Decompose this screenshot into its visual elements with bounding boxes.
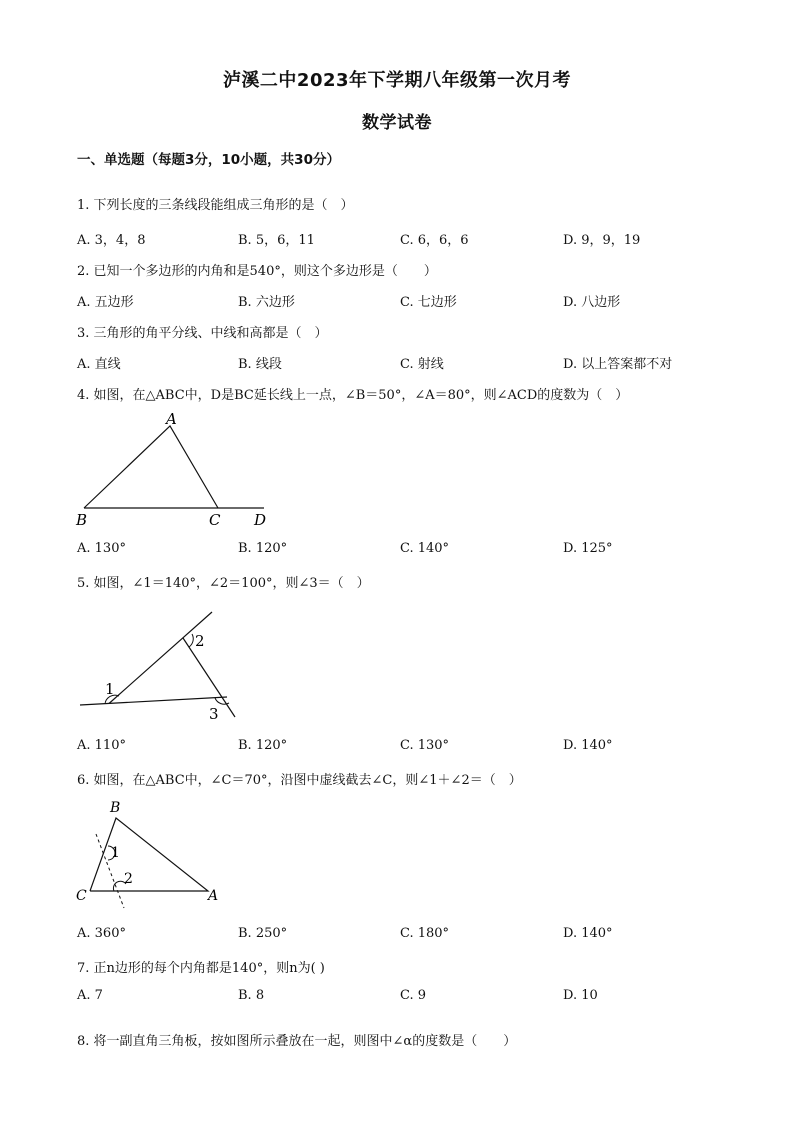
question-7-option-b[interactable]: B. 8 <box>238 988 265 1003</box>
fig6-label-a: A <box>208 888 219 904</box>
fig6-label-1: 1 <box>111 845 120 861</box>
question-6-option-d[interactable]: D. 140° <box>563 926 613 941</box>
question-4-option-b[interactable]: B. 120° <box>238 541 288 556</box>
question-5-option-b[interactable]: B. 120° <box>238 738 288 753</box>
question-2-options <box>0 291 794 309</box>
question-6-option-b[interactable]: B. 250° <box>238 926 288 941</box>
question-6-option-a[interactable]: A. 360° <box>77 926 126 941</box>
question-3-option-c[interactable]: C. 射线 <box>400 357 444 372</box>
question-5-option-c[interactable]: C. 130° <box>400 738 450 753</box>
question-6-option-c[interactable]: C. 180° <box>400 926 450 941</box>
question-4-option-c[interactable]: C. 140° <box>400 541 450 556</box>
fig5-label-1: 1 <box>105 680 115 698</box>
question-3-option-a[interactable]: A. 直线 <box>77 357 121 372</box>
question-6-options <box>0 926 794 944</box>
fig6-label-b: B <box>110 800 121 816</box>
exam-title: 泸溪二中2023年下学期八年级第一次月考 <box>222 70 572 91</box>
question-8-stem: 8. 将一副直角三角板，按如图所示叠放在一起，则图中∠α的度数是（ ） <box>77 1034 517 1049</box>
question-4-stem: 4. 如图，在△ABC中，D是BC延长线上一点，∠B＝50°，∠A＝80°，则∠ACD的度数为（ ） <box>77 388 629 403</box>
exam-subtitle: 数学试卷 <box>362 113 432 133</box>
figure-q4-triangle <box>70 408 280 530</box>
question-2-option-b[interactable]: B. 六边形 <box>238 295 295 310</box>
question-7-stem: 7. 正n边形的每个内角都是140°，则n为( ) <box>77 961 325 976</box>
section-heading: 一、单选题（每题3分，10小题，共30分） <box>77 152 340 168</box>
question-1-stem: 1. 下列长度的三条线段能组成三角形的是（ ） <box>77 198 354 213</box>
fig4-label-b: B <box>76 511 88 529</box>
question-2-option-a[interactable]: A. 五边形 <box>77 295 134 310</box>
question-7-option-c[interactable]: C. 9 <box>400 988 427 1003</box>
question-1-option-d[interactable]: D. 9，9，19 <box>563 233 641 248</box>
question-3-option-d[interactable]: D. 以上答案都不对 <box>563 357 673 372</box>
fig5-label-3: 3 <box>209 705 219 723</box>
question-1-option-b[interactable]: B. 5，6，11 <box>238 233 315 248</box>
question-5-options <box>0 738 794 756</box>
question-1-option-a[interactable]: A. 3，4，8 <box>77 233 146 248</box>
question-4-option-d[interactable]: D. 125° <box>563 541 613 556</box>
question-1-options <box>0 229 794 247</box>
question-4-options <box>0 541 794 559</box>
question-6-stem: 6. 如图，在△ABC中，∠C＝70°，沿图中虚线截去∠C，则∠1＋∠2＝（ ） <box>77 773 522 788</box>
question-5-stem: 5. 如图，∠1＝140°，∠2＝100°，则∠3＝（ ） <box>77 576 370 591</box>
fig4-label-d: D <box>254 511 267 529</box>
fig6-label-2: 2 <box>124 871 133 887</box>
question-5-option-d[interactable]: D. 140° <box>563 738 613 753</box>
fig4-label-c: C <box>209 511 221 529</box>
question-2-option-c[interactable]: C. 七边形 <box>400 295 457 310</box>
question-1-option-c[interactable]: C. 6，6，6 <box>400 233 469 248</box>
question-5-option-a[interactable]: A. 110° <box>77 738 126 753</box>
question-3-stem: 3. 三角形的角平分线、中线和高都是（ ） <box>77 326 328 341</box>
question-7-option-a[interactable]: A. 7 <box>77 988 103 1003</box>
figure-q6-triangle <box>70 798 230 910</box>
fig6-label-c: C <box>76 888 87 904</box>
question-7-options <box>0 988 794 1006</box>
question-7-option-d[interactable]: D. 10 <box>563 988 598 1003</box>
figure-q5-angles <box>75 605 245 727</box>
fig4-label-a: A <box>166 410 177 428</box>
question-3-options <box>0 353 794 371</box>
question-2-option-d[interactable]: D. 八边形 <box>563 295 621 310</box>
question-2-stem: 2. 已知一个多边形的内角和是540°，则这个多边形是（ ） <box>77 264 437 279</box>
question-4-option-a[interactable]: A. 130° <box>77 541 126 556</box>
fig5-label-2: 2 <box>195 632 205 650</box>
question-3-option-b[interactable]: B. 线段 <box>238 357 282 372</box>
